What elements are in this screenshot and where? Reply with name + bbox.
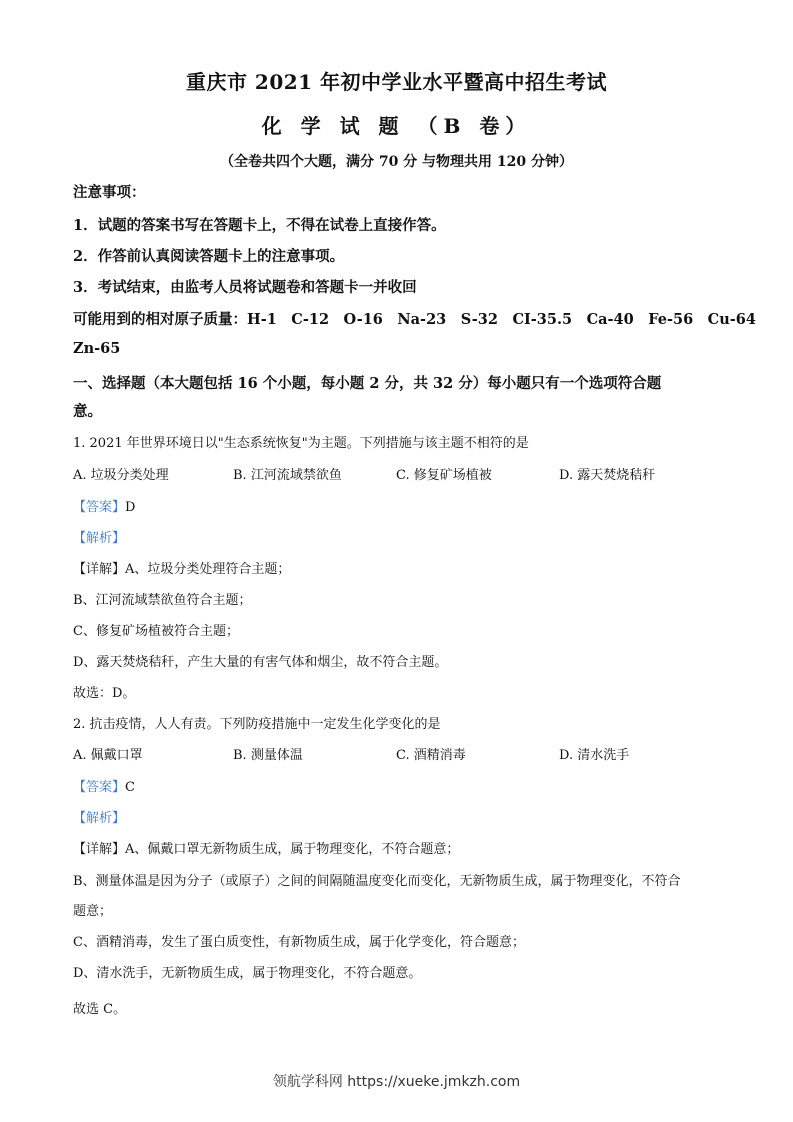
atomic-masses-cont: Zn-65 <box>73 340 121 357</box>
answer-value: C <box>125 780 135 795</box>
option-c: C. 修复矿场植被 <box>396 468 492 483</box>
answer-tag: 【答案】 <box>73 500 126 515</box>
detail-line: 【详解】A、垃圾分类处理符合主题； <box>73 562 291 577</box>
detail-line: D、露天焚烧秸秆，产生大量的有害气体和烟尘，故不符合主题。 <box>73 655 448 670</box>
notice-item: 3．考试结束，由监考人员将试题卷和答题卡一并收回 <box>73 279 417 296</box>
detail-line: 【详解】A、佩戴口罩无新物质生成，属于物理变化，不符合题意； <box>73 842 460 857</box>
option-b: B. 测量体温 <box>233 748 303 763</box>
detail-line: B、江河流域禁欲鱼符合主题； <box>73 593 252 608</box>
detail-line: 题意； <box>73 904 113 919</box>
section-heading: 一、选择题（本大题包括 16 个小题，每小题 2 分，共 32 分）每小题只有一个选项符合题 <box>73 375 662 392</box>
footer-watermark: 领航学科网 https://xueke.jmkzh.com <box>272 1074 521 1090</box>
option-d: D. 清水洗手 <box>559 748 630 763</box>
detail-line: 故选 C。 <box>73 1002 127 1017</box>
option-b: B. 江河流域禁欲鱼 <box>233 468 342 483</box>
exam-title: 重庆市 2021 年初中学业水平暨高中招生考试 <box>185 70 608 94</box>
exam-note: （全卷共四个大题，满分 70 分 与物理共用 120 分钟） <box>219 154 574 170</box>
option-a: A. 垃圾分类处理 <box>73 468 169 483</box>
exam-subject-title: 化 学 试 题 （B 卷） <box>261 114 532 138</box>
atomic-masses: 可能用到的相对原子质量：H-1 C-12 O-16 Na-23 S-32 CI-35.5 Ca-40 Fe-56 Cu-64 <box>73 311 756 328</box>
question-stem: 1. 2021 年世界环境日以"生态系统恢复"为主题。下列措施与该主题不相符的是 <box>73 436 529 451</box>
notice-item: 2．作答前认真阅读答题卡上的注意事项。 <box>73 248 345 265</box>
analysis-tag: 【解析】 <box>73 811 126 826</box>
question-stem: 2. 抗击疫情，人人有责。下列防疫措施中一定发生化学变化的是 <box>73 717 441 732</box>
section-heading-cont: 意。 <box>73 403 102 420</box>
detail-line: D、清水洗手，无新物质生成，属于物理变化，不符合题意。 <box>73 966 422 981</box>
notice-heading: 注意事项： <box>73 184 146 201</box>
detail-line: B、测量体温是因为分子（或原子）之间的间隔随温度变化而变化，无新物质生成，属于物理变化，不符合 <box>73 874 681 889</box>
answer-value: D <box>125 500 136 515</box>
detail-line: 故选：D。 <box>73 686 136 701</box>
detail-line: C、修复矿场植被符合主题； <box>73 624 239 639</box>
analysis-tag: 【解析】 <box>73 531 126 546</box>
notice-item: 1．试题的答案书写在答题卡上，不得在试卷上直接作答。 <box>73 217 446 234</box>
option-d: D. 露天焚烧秸秆 <box>559 468 656 483</box>
option-a: A. 佩戴口罩 <box>73 748 143 763</box>
detail-line: C、酒精消毒，发生了蛋白质变性，有新物质生成，属于化学变化，符合题意； <box>73 935 525 950</box>
answer-line <box>73 776 135 795</box>
answer-line <box>73 496 135 515</box>
answer-tag: 【答案】 <box>73 780 126 795</box>
option-c: C. 酒精消毒 <box>396 748 466 763</box>
